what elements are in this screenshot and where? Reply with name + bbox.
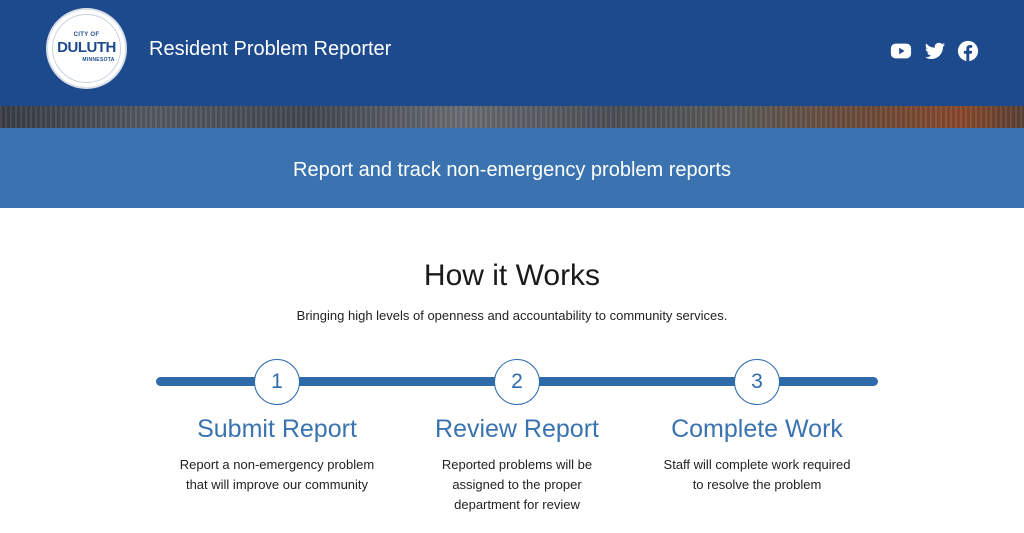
- step-1-description: Report a non-emergency problem that will improve our community: [179, 457, 375, 492]
- tagline-banner: [0, 128, 1024, 208]
- step-2-number: 2: [494, 359, 540, 405]
- step-3-title: Complete Work: [671, 415, 843, 443]
- site-header: [0, 0, 1024, 106]
- logo-bottom-text: MINNESOTA: [82, 57, 115, 63]
- facebook-icon: [957, 40, 979, 62]
- step-3-description: Staff will complete work required to resolve the problem: [663, 457, 851, 492]
- how-it-works-title: How it Works: [423, 259, 601, 292]
- step-2-description: Reported problems will be assigned to the proper department for review: [441, 457, 593, 512]
- youtube-icon: [890, 40, 912, 62]
- city-logo[interactable]: [46, 8, 127, 89]
- twitter-icon: [924, 40, 946, 62]
- step-1-title: Submit Report: [197, 415, 357, 443]
- logo-top-text: CITY OF: [73, 32, 100, 38]
- step-3-number: 3: [734, 359, 780, 405]
- header-photo-strip: [0, 106, 1024, 128]
- tagline: Report and track non-emergency problem reports: [293, 159, 731, 181]
- logo-main-text: DULUTH: [57, 39, 116, 56]
- app-title[interactable]: Resident Problem Reporter: [149, 38, 392, 60]
- youtube-link[interactable]: [890, 40, 912, 62]
- step-2-title: Review Report: [435, 415, 599, 443]
- how-it-works-subtitle: Bringing high levels of openness and accountability to community services.: [296, 308, 728, 323]
- step-1-number: 1: [254, 359, 300, 405]
- facebook-link[interactable]: [957, 40, 979, 62]
- twitter-link[interactable]: [924, 40, 946, 62]
